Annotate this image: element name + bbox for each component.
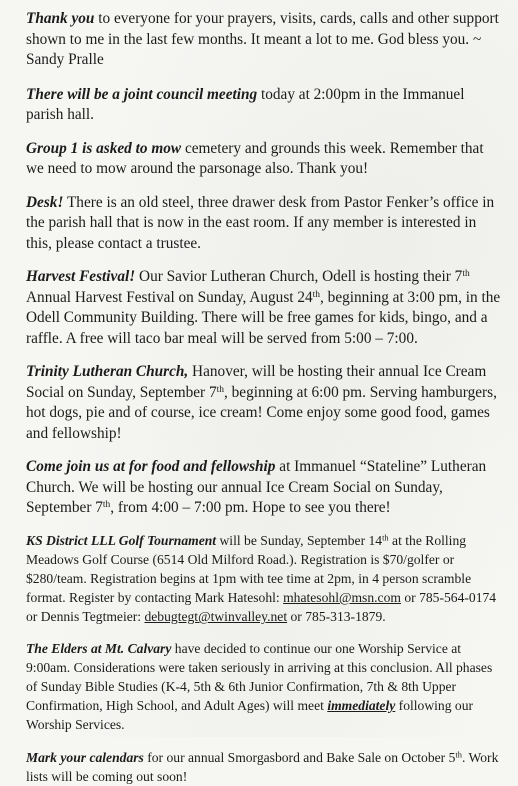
golf-tournament-notice — [26, 531, 502, 627]
notice-lead: Mark your calendars — [26, 749, 144, 765]
notice-text: cemetery and grounds this week. Remember that we need to mow around the parsonage also. Thank you! — [26, 139, 484, 177]
notice-lead: Come join us at for food and fellowship — [26, 458, 276, 475]
notice-text: or 785-564-0174 or Dennis Tegtmeier: — [26, 590, 497, 625]
notice-text: Annual Harvest Festival on Sunday, August 24 — [26, 288, 313, 306]
thank-you-notice — [26, 9, 502, 71]
notice-text: at the Rolling Meadows Golf Course (6514 Old Milford Road.). Registration is $70/golfer or $280/team. Registration begins at 1pm with tee time at 2pm, in 4 person scramble format. Register by contacting Mark Hatesohl: — [26, 532, 472, 606]
ordinal-suffix: th — [312, 289, 321, 300]
notice-text: have decided to continue our one Worship Service at 9:00am. Considerations were taken seriously in arriving at this conclusion. All phases of Sunday Bible Studies (K-4, 5th & 6th Junior Confirmation, 7th & 8th Upper Confirmation, High School, and Adult Ages) will meet — [26, 640, 493, 714]
ordinal-suffix: th — [102, 499, 111, 510]
notice-text: for our annual Smorgasbord and Bake Sale on October 5 — [143, 749, 456, 765]
notice-text: to everyone for your prayers, visits, cards, calls and other support shown to me in the last few months. It meant a lot to me. God bless you. ~ Sandy Pralle — [26, 10, 499, 68]
notice-lead: Group 1 is asked to mow — [26, 139, 182, 157]
ordinal-suffix: th — [455, 748, 462, 759]
notice-text: will be Sunday, September 14 — [216, 532, 383, 548]
notice-text: or 785-313-1879. — [287, 609, 386, 625]
notice-text: There is an old steel, three drawer desk from Pastor Fenker’s office in the parish hall that is now in the east room. If any member is interested in this, please contact a trustee. — [26, 193, 495, 252]
notice-text: . Work lists will be coming out soon! — [26, 749, 499, 784]
ordinal-suffix: th — [216, 384, 224, 395]
harvest-festival-notice — [26, 267, 502, 349]
notice-lead: There will be a joint council meeting — [26, 85, 258, 103]
notice-text: Hanover, will be hosting their annual Ice Cream Social on Sunday, September 7 — [26, 363, 487, 401]
notice-text: Our Savior Lutheran Church, Odell is hosting their 7 — [135, 268, 463, 285]
notice-text: , beginning at 3:00 pm, in the Odell Community Building. There will be free games for kids, bingo, and a raffle. A free will taco bar meal will be served from 5:00 – 7:00. — [26, 288, 501, 347]
mowing-notice — [26, 139, 502, 180]
ordinal-suffix: th — [462, 268, 470, 279]
ordinal-suffix: th — [382, 531, 389, 542]
email-link-hatesohl[interactable]: mhatesohl@msn.com — [283, 590, 401, 606]
notice-text: , beginning at 6:00 pm. Serving hamburgers, hot dogs, pie and of course, ice cream! Come enjoy some good food, games and fellowship! — [26, 383, 497, 442]
notice-lead: Thank you — [26, 10, 95, 27]
notice-lead: Trinity Lutheran Church, — [26, 363, 189, 380]
notice-text: , from 4:00 – 7:00 pm. Hope to see you there! — [110, 499, 391, 516]
notice-text: at Immanuel “Stateline” Lutheran Church. We will be hosting our annual Ice Cream Social on Sunday, September 7 — [26, 458, 487, 516]
elders-notice — [26, 639, 502, 735]
notice-lead: KS District LLL Golf Tournament — [26, 532, 217, 548]
notice-text: today at 2:00pm in the Immanuel parish hall. — [26, 85, 465, 123]
notice-lead: Desk! — [26, 193, 64, 211]
stateline-ice-cream-notice — [26, 457, 502, 519]
email-link-tegtmeier[interactable]: debugtegt@twinvalley.net — [144, 609, 288, 625]
emphasis-text: immediately — [327, 698, 396, 714]
notice-lead: The Elders at Mt. Calvary — [26, 640, 172, 656]
desk-notice — [26, 193, 502, 255]
notice-text: following our Worship Services. — [26, 698, 474, 733]
notice-lead: Harvest Festival! — [26, 268, 136, 285]
council-meeting-notice — [26, 85, 502, 126]
calendar-notice — [26, 748, 502, 786]
trinity-ice-cream-notice — [26, 362, 502, 444]
